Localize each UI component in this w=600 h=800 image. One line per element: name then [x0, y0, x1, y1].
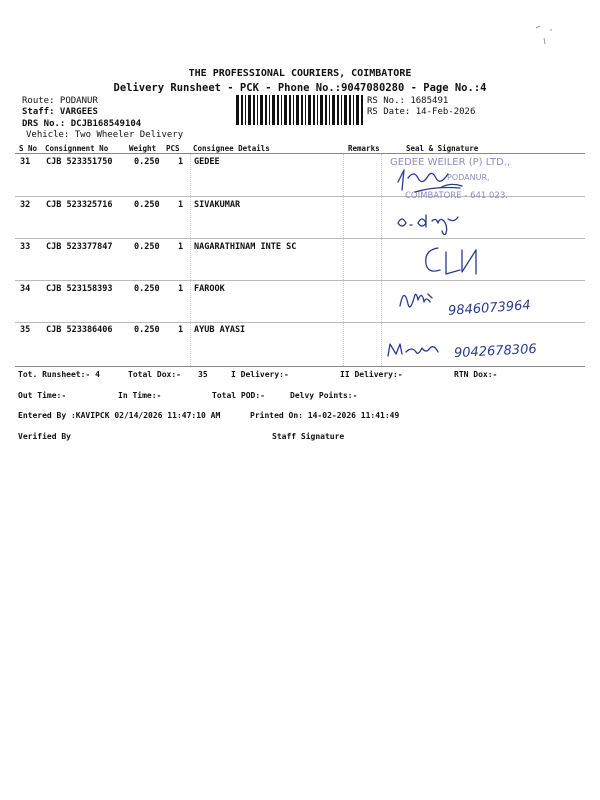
- barcode-bar: [313, 95, 315, 125]
- col-remarks: Remarks: [348, 144, 380, 153]
- barcode-bar: [265, 95, 267, 125]
- cell-sno: 34: [20, 284, 31, 294]
- svg-text:PODANUR,: PODANUR,: [447, 173, 490, 182]
- cell-consignment: CJB 523377847: [46, 242, 113, 252]
- signature-row-33: [418, 240, 488, 280]
- barcode-bar: [253, 95, 255, 125]
- out-time: Out Time:-: [18, 391, 67, 400]
- barcode-bar: [281, 95, 282, 125]
- barcode-bar: [337, 95, 339, 125]
- rtn-dox: RTN Dox:-: [454, 370, 498, 379]
- drs-number: DRS No.: DCJB168549104: [22, 119, 142, 129]
- ii-delivery: II Delivery:-: [340, 370, 403, 379]
- cell-sno: 32: [20, 200, 31, 210]
- svg-text:GEDEE WEILER (P) LTD.,: GEDEE WEILER (P) LTD.,: [390, 157, 511, 168]
- cell-consignee: FAROOK: [194, 284, 225, 294]
- cell-pcs: 1: [178, 157, 184, 167]
- i-delivery: I Delivery:-: [231, 370, 289, 379]
- cell-consignee: AYUB AYASI: [194, 325, 246, 335]
- signature-row-35: [384, 338, 444, 364]
- cell-pcs: 1: [178, 325, 184, 335]
- cell-weight: 0.250: [134, 325, 160, 335]
- total-dox-value: 35: [198, 370, 208, 379]
- barcode-bar: [257, 95, 258, 125]
- col-seal-signature: Seal & Signature: [406, 144, 479, 153]
- entered-by: Entered By :KAVIPCK 02/14/2026 11:47:10 AM: [18, 411, 221, 420]
- printed-on: Printed On: 14-02-2026 11:41:49: [250, 411, 400, 420]
- staff-label: Staff: VARGEES: [22, 107, 98, 117]
- cell-weight: 0.250: [134, 157, 160, 167]
- barcode-bar: [301, 95, 303, 125]
- barcode-bar: [277, 95, 279, 125]
- barcode-bar: [296, 95, 299, 125]
- rs-date: RS Date: 14-Feb-2026: [367, 107, 476, 117]
- barcode-bar: [329, 95, 330, 125]
- barcode-bar: [356, 95, 359, 125]
- barcode-bar: [245, 95, 246, 125]
- company-title: THE PROFESSIONAL COURIERS, COIMBATORE: [188, 68, 412, 79]
- total-pod: Total POD:-: [212, 391, 265, 400]
- barcode-bar: [320, 95, 323, 125]
- barcode-bar: [269, 95, 270, 125]
- barcode-bar: [289, 95, 291, 125]
- verified-by: Verified By: [18, 432, 71, 441]
- cell-consignment: CJB 523325716: [46, 200, 113, 210]
- barcode-bar: [332, 95, 335, 125]
- col-sno: S No: [19, 144, 38, 153]
- cell-consignment: CJB 523158393: [46, 284, 113, 294]
- in-time: In Time:-: [118, 391, 162, 400]
- barcode-bar: [236, 95, 239, 125]
- signature-row-31: [390, 160, 490, 200]
- cell-sno: 31: [20, 157, 31, 167]
- barcode-bar: [241, 95, 243, 125]
- barcode: [236, 95, 364, 125]
- total-dox-label: Total Dox:-: [128, 370, 181, 379]
- cell-consignee: NAGARATHINAM INTE SC: [194, 242, 297, 252]
- table-bottom-divider: [15, 366, 585, 367]
- svg-text:COIMBATORE - 641 023.: COIMBATORE - 641 023.: [405, 191, 508, 201]
- table-row: [0, 325, 600, 339]
- barcode-bar: [344, 95, 347, 125]
- barcode-bar: [308, 95, 311, 125]
- route-label: Route: PODANUR: [22, 96, 98, 106]
- table-row: [0, 242, 600, 256]
- row-divider: [15, 238, 585, 239]
- barcode-bar: [272, 95, 275, 125]
- col-pcs: PCS: [166, 144, 180, 153]
- delvy-points: Delvy Points:-: [290, 391, 358, 400]
- cell-consignment: CJB 523386406: [46, 325, 113, 335]
- runsheet-subtitle: Delivery Runsheet - PCK - Phone No.:9047080280 - Page No.:4: [113, 82, 487, 94]
- barcode-bar: [325, 95, 327, 125]
- col-consignee: Consignee Details: [193, 144, 270, 153]
- barcode-bar: [349, 95, 351, 125]
- cell-sno: 33: [20, 242, 31, 252]
- scan-mark: [530, 18, 570, 48]
- cell-weight: 0.250: [134, 200, 160, 210]
- vehicle-label: Vehicle: Two Wheeler Delivery: [26, 130, 184, 140]
- barcode-bar: [260, 95, 263, 125]
- barcode-bar: [248, 95, 251, 125]
- handwritten-phone-34: 9846073964: [447, 298, 532, 319]
- col-consignment: Consignment No: [45, 144, 109, 153]
- barcode-bar: [293, 95, 294, 125]
- barcode-bar: [305, 95, 306, 125]
- barcode-bar: [353, 95, 354, 125]
- cell-consignee: SIVAKUMAR: [194, 200, 241, 210]
- rs-number: RS No.: 1685491: [367, 96, 449, 106]
- cell-weight: 0.250: [134, 284, 160, 294]
- barcode-bar: [284, 95, 287, 125]
- handwritten-phone-35: 9042678306: [453, 341, 538, 362]
- cell-pcs: 1: [178, 200, 184, 210]
- cell-pcs: 1: [178, 242, 184, 252]
- cell-consignee: GEDEE: [194, 157, 220, 167]
- staff-signature: Staff Signature: [272, 432, 345, 441]
- cell-sno: 35: [20, 325, 31, 335]
- barcode-bar: [317, 95, 318, 125]
- cell-consignment: CJB 523351750: [46, 157, 113, 167]
- barcode-bar: [361, 95, 363, 125]
- signature-row-32: [392, 205, 472, 235]
- cell-pcs: 1: [178, 284, 184, 294]
- tot-runsheet: Tot. Runsheet:- 4: [18, 370, 100, 379]
- barcode-bar: [341, 95, 342, 125]
- col-weight: Weight: [129, 144, 157, 153]
- cell-weight: 0.250: [134, 242, 160, 252]
